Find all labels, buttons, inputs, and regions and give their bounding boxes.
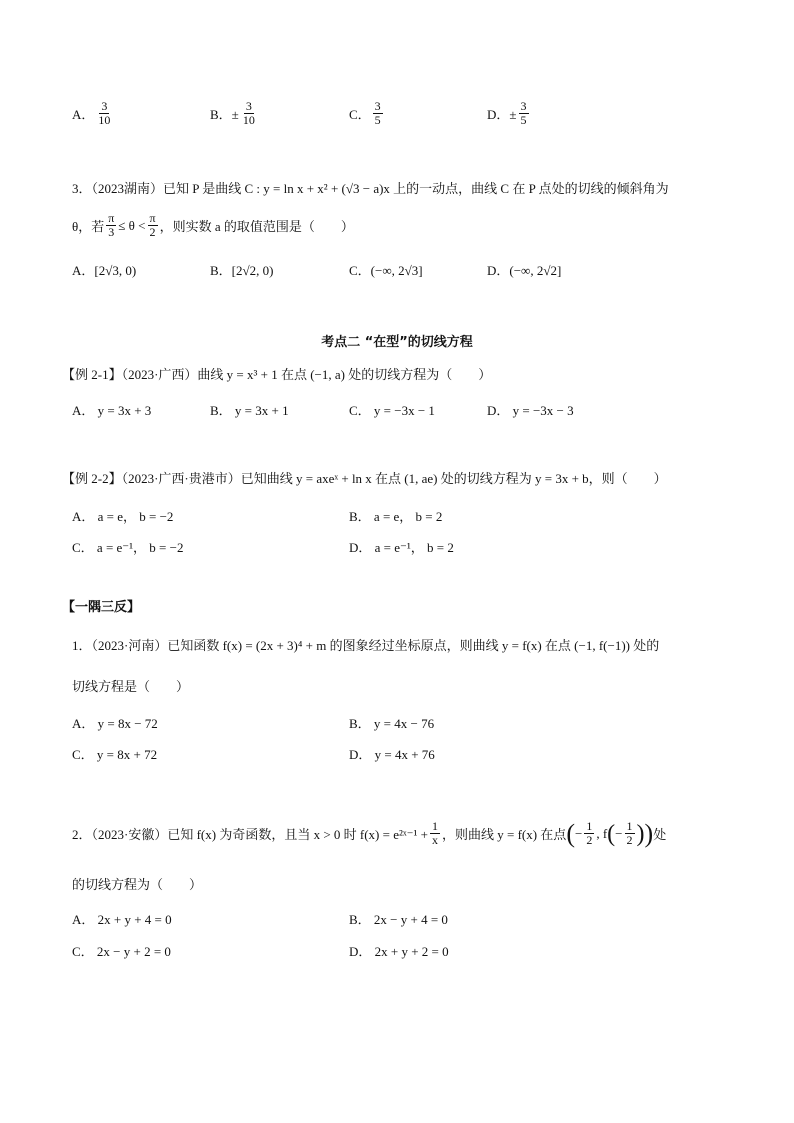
- p2-stem-line1: 2．（2023·安徽）已知 f(x) 为奇函数，且当 x > 0 时 f(x) = e²ˣ⁻¹ + $\frac{1}{x}$ ，则曲线 y = f(x) 在点 ( − $\frac{1}{2}$ , f ( − $\frac{1}{2}$ ) ) 处: [72, 818, 667, 848]
- q3-option-d: D．(−∞, 2√2]: [487, 263, 562, 278]
- p2-stem-line2: 的切线方程为（ ）: [72, 877, 203, 892]
- fraction: $\frac{1}{2}$: [626, 819, 633, 847]
- p2-option-d: D． 2x + y + 2 = 0: [349, 944, 449, 959]
- comma-f: , f: [596, 825, 608, 841]
- fraction: $\frac{1}{x}$: [431, 819, 438, 847]
- option-label: C．: [349, 107, 371, 122]
- right-paren: ): [644, 818, 654, 848]
- p2-option-b: B． 2x − y + 4 = 0: [349, 912, 448, 927]
- option-c: [349, 100, 385, 127]
- ex21-option-a: A． y = 3x + 3: [72, 403, 152, 418]
- option-label: A．: [72, 107, 95, 122]
- option-b: [210, 100, 259, 127]
- ex22-option-a: A． a = e， b = −2: [72, 509, 174, 524]
- left-paren: (: [607, 820, 616, 847]
- option-label: D．±: [487, 107, 517, 122]
- ex22-option-b: B． a = e， b = 2: [349, 509, 443, 524]
- q3-stem-line2: θ，若 $\frac{\pi}{3}$ ≤ θ < $\frac{\pi}{2}$ ，则实数 a 的取值范围是（ ）: [72, 211, 354, 239]
- option-label: B．±: [210, 107, 239, 122]
- p1-option-a: A． y = 8x − 72: [72, 716, 158, 731]
- p1-option-d: D． y = 4x + 76: [349, 747, 435, 762]
- minus-sign: −: [574, 825, 583, 841]
- ex21-option-b: B． y = 3x + 1: [210, 403, 289, 418]
- q3-option-c: C．(−∞, 2√3]: [349, 263, 423, 278]
- option-d: [487, 100, 531, 127]
- practice-title: 【一隅三反】: [62, 600, 141, 615]
- p2-option-c: C． 2x − y + 2 = 0: [72, 944, 171, 959]
- left-paren: (: [566, 818, 575, 848]
- right-paren: ): [636, 820, 645, 847]
- ex21-option-d: D． y = −3x − 3: [487, 403, 574, 418]
- q3-option-b: B．[2√2, 0): [210, 263, 274, 278]
- p1-stem-line2: 切线方程是（ ）: [72, 679, 190, 694]
- fraction: $\frac{3}{10}$: [98, 99, 111, 127]
- fraction: $\frac{3}{10}$: [242, 99, 255, 127]
- q3-option-a: A．[2√3, 0): [72, 263, 137, 278]
- fraction: $\frac{1}{2}$: [586, 819, 593, 847]
- p1-option-b: B． y = 4x − 76: [349, 716, 435, 731]
- ex21-option-c: C． y = −3x − 1: [349, 403, 435, 418]
- ex22-option-c: C． a = e⁻¹， b = −2: [72, 540, 184, 555]
- p1-stem-line1: 1．（2023·河南）已知函数 f(x) = (2x + 3)⁴ + m 的图象经过坐标原点，则曲线 y = f(x) 在点 (−1, f(−1)) 处的: [72, 638, 660, 653]
- example-2-1-stem: 【例 2-1】（2023·广西）曲线 y = x³ + 1 在点 (−1, a) 处的切线方程为（ ）: [62, 367, 492, 382]
- fraction: $\frac{3}{5}$: [520, 99, 527, 127]
- q3-stem-line1: 3．（2023湖南）已知 P 是曲线 C : y = ln x + x² + (√3 − a)x 上的一动点，曲线 C 在 P 点处的切线的倾斜角为: [72, 181, 669, 196]
- p1-option-c: C． y = 8x + 72: [72, 747, 158, 762]
- fraction: $\frac{3}{5}$: [374, 99, 381, 127]
- section-title: 考点二 “在型”的切线方程: [321, 335, 473, 350]
- fraction: $\frac{\pi}{2}$: [149, 211, 156, 239]
- ex22-option-d: D． a = e⁻¹， b = 2: [349, 540, 454, 555]
- p2-option-a: A． 2x + y + 4 = 0: [72, 912, 172, 927]
- example-2-2-stem: 【例 2-2】（2023·广西·贵港市）已知曲线 y = axeˣ + ln x 在点 (1, ae) 处的切线方程为 y = 3x + b，则（ ）: [62, 471, 667, 486]
- minus-sign: −: [615, 825, 623, 841]
- fraction: $\frac{\pi}{3}$: [108, 211, 115, 239]
- option-a: [72, 100, 114, 127]
